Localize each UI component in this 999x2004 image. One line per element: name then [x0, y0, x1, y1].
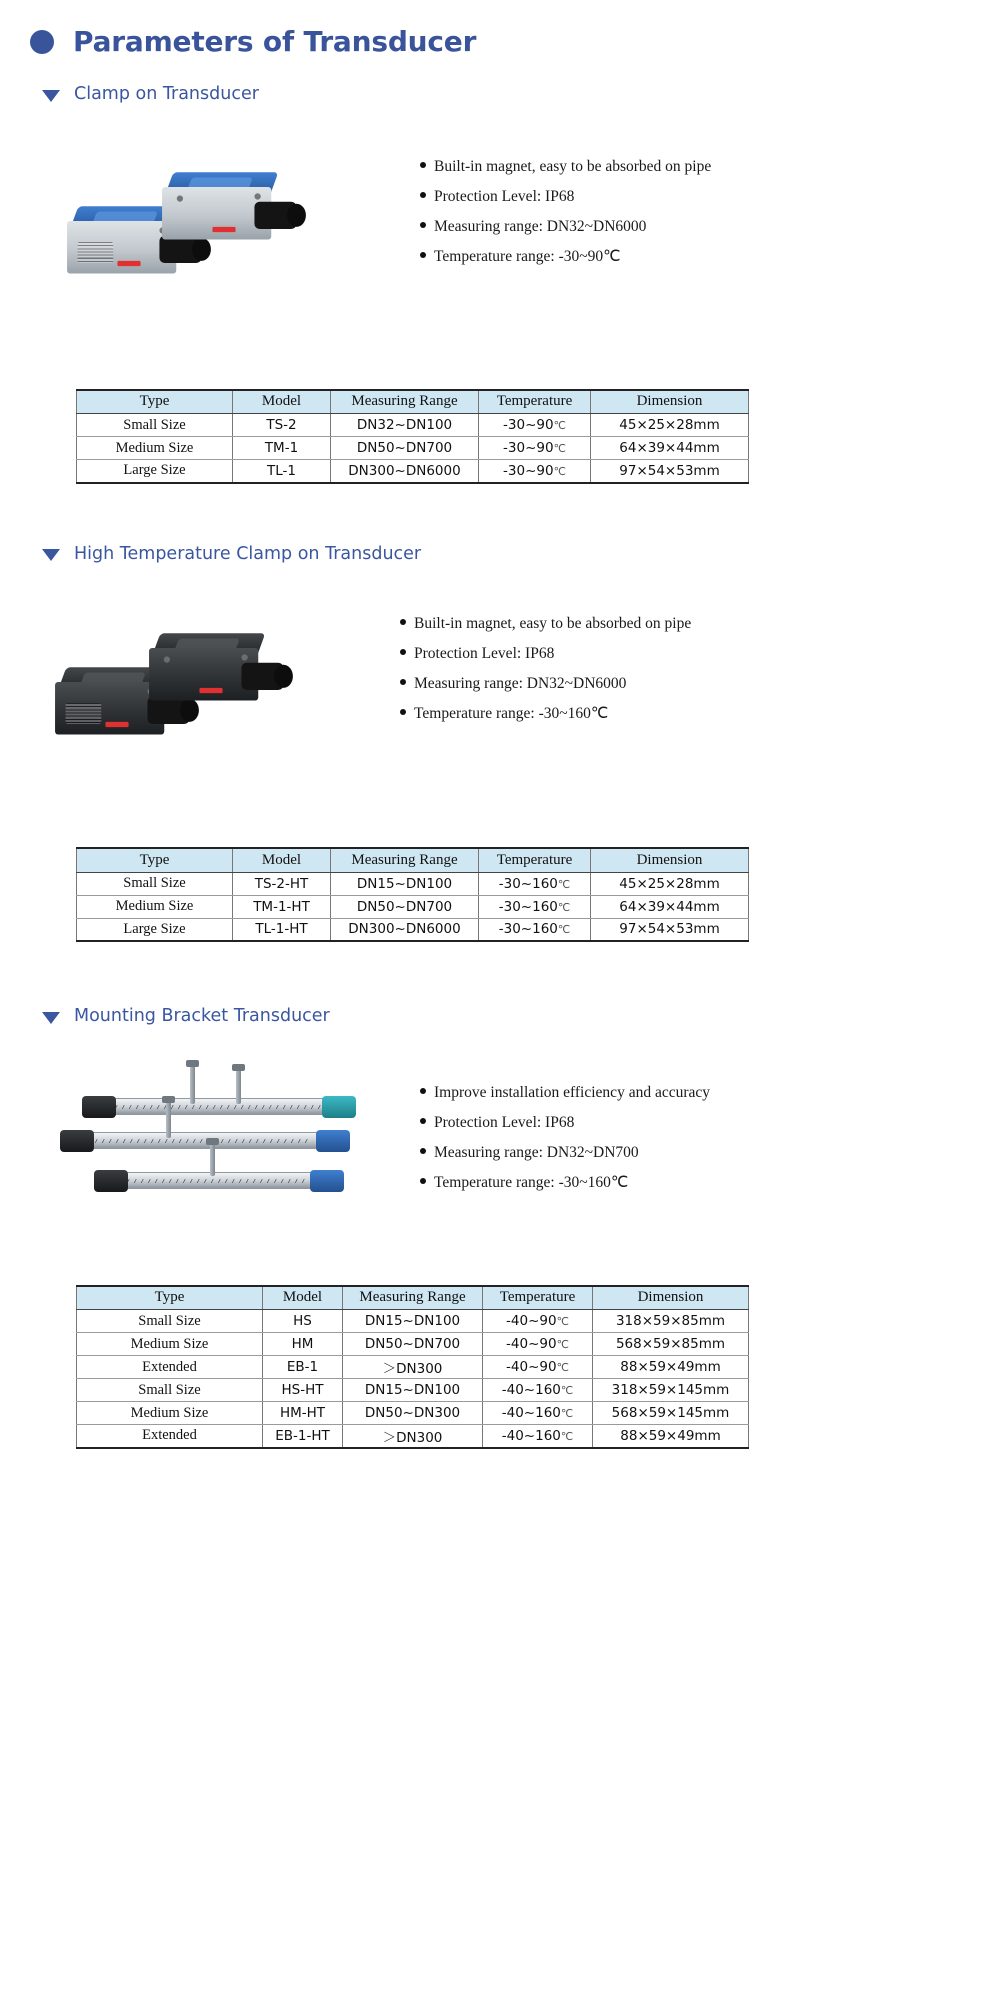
feature-item: [420, 1084, 999, 1101]
title-bullet-icon: [30, 30, 54, 54]
bullet-dot-icon: [420, 1088, 426, 1094]
cell-type: Extended: [77, 1425, 263, 1448]
cell-temperature: -40~160℃: [483, 1425, 593, 1448]
cell-temperature: -40~90℃: [483, 1333, 593, 1356]
bullet-dot-icon: [400, 709, 406, 715]
bullet-dot-icon: [420, 252, 426, 258]
feature-item: [400, 705, 999, 722]
high-temperature-transducer-image: [0, 605, 400, 755]
device-screw: [254, 193, 260, 199]
clamp-on-transducer-image: [0, 144, 420, 294]
cell-temperature: -40~90℃: [483, 1356, 593, 1379]
table-row: [77, 1379, 749, 1402]
column-header-temperature: Temperature: [479, 390, 591, 414]
cell-type: Small Size: [77, 414, 233, 437]
feature-text: Measuring range: DN32~DN700: [434, 1143, 639, 1161]
cell-dimension: 88×59×49mm: [593, 1425, 749, 1448]
cell-type: Large Size: [77, 460, 233, 483]
triangle-marker-icon: [42, 1012, 60, 1024]
column-header-type: Type: [77, 848, 233, 872]
bracket-end-cap: [310, 1170, 344, 1192]
cell-range: DN15~DN100: [343, 1379, 483, 1402]
table-header-row: [77, 848, 749, 872]
cell-dimension: 318×59×145mm: [593, 1379, 749, 1402]
cell-range: DN50~DN700: [331, 437, 479, 460]
bracket-rail: [96, 1098, 334, 1115]
feature-item: [400, 645, 999, 662]
device-screw: [241, 654, 247, 660]
cable-gland: [241, 663, 283, 690]
bracket-post: [236, 1068, 241, 1104]
section-heading-mounting-bracket-transducer: [0, 1008, 999, 1026]
bracket-post: [190, 1064, 195, 1104]
feature-item: [420, 1144, 999, 1161]
section-content-mounting-bracket-transducer: [0, 1054, 999, 1229]
spec-table-high-temperature-clamp-on-transducer: [76, 847, 749, 942]
device-label-stripe: [212, 226, 235, 231]
feature-item: [420, 188, 999, 205]
cell-temperature: -30~160℃: [479, 872, 591, 895]
cell-model: TM-1: [233, 437, 331, 460]
spec-table-wrap-high-temperature-clamp-on-transducer: [0, 847, 999, 942]
cell-range: ＞DN300: [343, 1356, 483, 1379]
section-heading-high-temperature-clamp-on-transducer: [0, 543, 999, 564]
cell-range: DN300~DN6000: [331, 918, 479, 941]
table-row: [77, 1425, 749, 1448]
spec-table-clamp-on-transducer: [76, 389, 749, 484]
cell-model: HM: [263, 1333, 343, 1356]
feature-item: [400, 675, 999, 692]
cell-model: HM-HT: [263, 1402, 343, 1425]
column-header-measuring-range: Measuring Range: [331, 390, 479, 414]
cell-model: TL-1-HT: [233, 918, 331, 941]
bracket-post-cap: [186, 1060, 199, 1067]
column-header-measuring-range: Measuring Range: [343, 1286, 483, 1310]
bracket-rail: [108, 1172, 322, 1189]
column-header-model: Model: [263, 1286, 343, 1310]
column-header-type: Type: [77, 390, 233, 414]
device-label-stripe: [199, 688, 222, 693]
cell-dimension: 64×39×44mm: [591, 895, 749, 918]
device-screw: [164, 656, 170, 662]
cell-model: EB-1-HT: [263, 1425, 343, 1448]
feature-item: [420, 158, 999, 175]
bullet-dot-icon: [420, 192, 426, 198]
transducer-device-back: [149, 631, 273, 707]
feature-text: Improve installation efficiency and accuracy: [434, 1083, 711, 1101]
section-content-clamp-on-transducer: [0, 144, 999, 294]
bracket-end-cap: [316, 1130, 350, 1152]
bullet-dot-icon: [400, 619, 406, 625]
spec-table-wrap-mounting-bracket-transducer: [0, 1285, 999, 1449]
cell-model: TS-2-HT: [233, 872, 331, 895]
feature-item: [400, 615, 999, 632]
cell-range: DN300~DN6000: [331, 460, 479, 483]
cell-range: DN15~DN100: [343, 1310, 483, 1333]
triangle-marker-icon: [42, 90, 60, 102]
table-row: [77, 460, 749, 483]
bracket-post-cap: [232, 1064, 245, 1071]
mounting-bracket-transducer-image: [0, 1054, 420, 1229]
cell-dimension: 568×59×145mm: [593, 1402, 749, 1425]
table-row: [77, 1356, 749, 1379]
cell-temperature: -30~90℃: [479, 460, 591, 483]
bullet-dot-icon: [420, 1148, 426, 1154]
page-title: Parameters of Transducer: [73, 25, 477, 58]
device-label-stripe: [117, 260, 140, 265]
cell-dimension: 318×59×85mm: [593, 1310, 749, 1333]
bullet-dot-icon: [420, 162, 426, 168]
feature-list-clamp-on-transducer: [420, 144, 999, 278]
feature-text: Measuring range: DN32~DN6000: [434, 217, 647, 235]
device-vent: [66, 703, 102, 724]
bullet-dot-icon: [420, 1178, 426, 1184]
column-header-model: Model: [233, 848, 331, 872]
cell-model: TM-1-HT: [233, 895, 331, 918]
cell-type: Medium Size: [77, 1402, 263, 1425]
cell-type: Large Size: [77, 918, 233, 941]
cell-range: ＞DN300: [343, 1425, 483, 1448]
spec-table-mounting-bracket-transducer: [76, 1285, 749, 1449]
table-row: [77, 1310, 749, 1333]
bracket-end-cap: [60, 1130, 94, 1152]
section-heading-clamp-on-transducer: [0, 86, 999, 104]
bracket-end-cap: [82, 1096, 116, 1118]
cell-type: Small Size: [77, 872, 233, 895]
feature-item: [420, 1114, 999, 1131]
cell-dimension: 64×39×44mm: [591, 437, 749, 460]
column-header-dimension: Dimension: [593, 1286, 749, 1310]
cell-dimension: 568×59×85mm: [593, 1333, 749, 1356]
cell-type: Medium Size: [77, 895, 233, 918]
cell-type: Extended: [77, 1356, 263, 1379]
feature-item: [420, 1174, 999, 1191]
table-row: [77, 1333, 749, 1356]
feature-text: Measuring range: DN32~DN6000: [414, 675, 627, 693]
bracket-rail: [76, 1132, 326, 1149]
table-row: [77, 414, 749, 437]
table-row: [77, 872, 749, 895]
device-screw: [177, 195, 183, 201]
feature-text: Built-in magnet, easy to be absorbed on pipe: [414, 615, 692, 632]
bracket-post-cap: [162, 1096, 175, 1103]
table-header-row: [77, 390, 749, 414]
bracket-post: [166, 1100, 171, 1138]
column-header-dimension: Dimension: [591, 848, 749, 872]
cell-temperature: -40~160℃: [483, 1379, 593, 1402]
triangle-marker-icon: [42, 549, 60, 561]
bracket-end-cap: [94, 1170, 128, 1192]
bullet-dot-icon: [400, 649, 406, 655]
table-row: [77, 918, 749, 941]
cell-model: HS: [263, 1310, 343, 1333]
bracket-post: [210, 1142, 215, 1176]
table-header-row: [77, 1286, 749, 1310]
feature-text: Temperature range: -30~90℃: [434, 247, 621, 265]
feature-list-mounting-bracket-transducer: [420, 1054, 999, 1204]
cell-temperature: -30~90℃: [479, 414, 591, 437]
column-header-model: Model: [233, 390, 331, 414]
section-title: Mounting Bracket Transducer: [74, 1006, 330, 1026]
cell-range: DN50~DN300: [343, 1402, 483, 1425]
cell-dimension: 45×25×28mm: [591, 414, 749, 437]
cell-model: EB-1: [263, 1356, 343, 1379]
bracket-end-cap: [322, 1096, 356, 1118]
cell-range: DN50~DN700: [343, 1333, 483, 1356]
cell-temperature: -30~160℃: [479, 895, 591, 918]
feature-text: Protection Level: IP68: [414, 645, 555, 663]
feature-text: Protection Level: IP68: [434, 187, 575, 205]
feature-item: [420, 248, 999, 265]
feature-list-high-temperature-clamp-on-transducer: [400, 605, 999, 735]
feature-text: Temperature range: -30~160℃: [434, 1173, 629, 1191]
cell-model: TL-1: [233, 460, 331, 483]
cell-dimension: 45×25×28mm: [591, 872, 749, 895]
section-title: High Temperature Clamp on Transducer: [74, 543, 422, 564]
page-title-row: [0, 0, 999, 56]
cell-temperature: -30~160℃: [479, 918, 591, 941]
bullet-dot-icon: [400, 679, 406, 685]
column-header-temperature: Temperature: [479, 848, 591, 872]
cell-range: DN32~DN100: [331, 414, 479, 437]
cell-temperature: -30~90℃: [479, 437, 591, 460]
bullet-dot-icon: [420, 222, 426, 228]
bracket-assembly: [40, 1054, 380, 1229]
cell-type: Small Size: [77, 1379, 263, 1402]
cell-dimension: 88×59×49mm: [593, 1356, 749, 1379]
column-header-type: Type: [77, 1286, 263, 1310]
section-content-high-temperature-clamp-on-transducer: [0, 605, 999, 755]
device-vent: [78, 242, 114, 263]
column-header-dimension: Dimension: [591, 390, 749, 414]
table-row: [77, 895, 749, 918]
device-label-stripe: [105, 722, 128, 727]
feature-item: [420, 218, 999, 235]
cell-range: DN15~DN100: [331, 872, 479, 895]
table-row: [77, 1402, 749, 1425]
cell-type: Medium Size: [77, 1333, 263, 1356]
column-header-measuring-range: Measuring Range: [331, 848, 479, 872]
section-title: Clamp on Transducer: [74, 84, 259, 104]
cell-dimension: 97×54×53mm: [591, 460, 749, 483]
feature-text: Temperature range: -30~160℃: [414, 705, 609, 723]
table-row: [77, 437, 749, 460]
cell-range: DN50~DN700: [331, 895, 479, 918]
bracket-post-cap: [206, 1138, 219, 1145]
cable-gland: [254, 201, 296, 228]
transducer-device-back: [162, 170, 286, 246]
cell-dimension: 97×54×53mm: [591, 918, 749, 941]
cell-temperature: -40~90℃: [483, 1310, 593, 1333]
bullet-dot-icon: [420, 1118, 426, 1124]
cell-type: Medium Size: [77, 437, 233, 460]
cell-temperature: -40~160℃: [483, 1402, 593, 1425]
feature-text: Protection Level: IP68: [434, 1113, 575, 1131]
feature-text: Built-in magnet, easy to be absorbed on pipe: [434, 157, 712, 175]
column-header-temperature: Temperature: [483, 1286, 593, 1310]
cell-model: TS-2: [233, 414, 331, 437]
cell-model: HS-HT: [263, 1379, 343, 1402]
spec-table-wrap-clamp-on-transducer: [0, 389, 999, 484]
cell-type: Small Size: [77, 1310, 263, 1333]
